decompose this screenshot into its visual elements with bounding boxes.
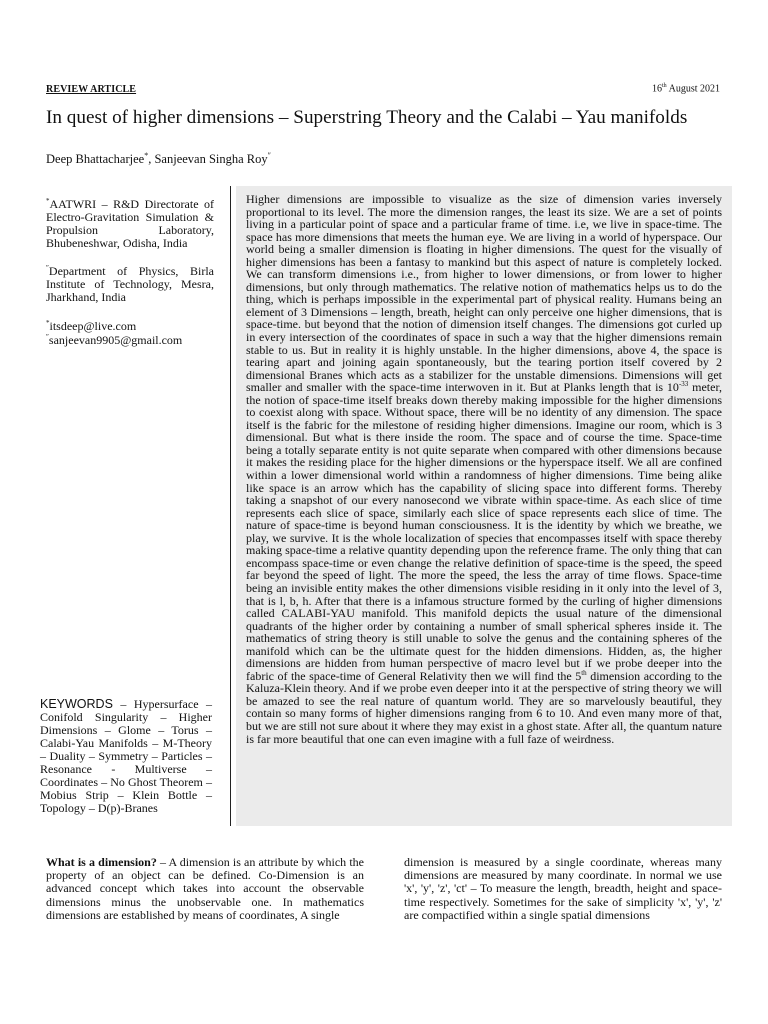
author-name: Sanjeevan Singha Roy: [154, 152, 268, 167]
author-name: Deep Bhattacharjee: [46, 152, 145, 167]
publication-date: [652, 83, 720, 94]
email-address: itsdeep@live.com: [49, 319, 137, 333]
paper-title: In quest of higher dimensions – Superstring Theory and the Calabi – Yau manifolds: [46, 107, 688, 128]
email-address: sanjeevan9905@gmail.com: [48, 333, 183, 347]
keywords-label: KEYWORDS: [40, 697, 113, 711]
date-rest: August 2021: [666, 83, 720, 95]
section-heading: What is a dimension?: [46, 855, 157, 869]
affiliation: [46, 262, 214, 304]
date-day: 16: [651, 83, 662, 95]
abstract: [246, 193, 722, 745]
affiliation-mark: *: [144, 151, 149, 160]
affiliation-mark: *: [46, 197, 50, 205]
body-text: – A dimension is an attribute by which the property of an object can be defined. Co-Dimension is an advanced concept which takes into account the observable dimensions minus the unobservable one. In mathematics dimensions are established by means of coordinates, A single: [46, 855, 365, 922]
ordinal-suffix: th: [581, 668, 587, 677]
body-column-left: [46, 856, 364, 922]
abstract-text-part: Higher dimensions are impossible to visualize as the size of dimension varies inversely proportional to its level. The more the dimension ranges, the least its size. We are a set of points living in a particular point of space and a particular frame of time. i.e, we live in space-time. The space has more dimensions that meets the human eye. We are living in a world of hyperspace. Our world being a smaller dimension is floating in higher dimensions. The quest for the visually of higher dimensions has been a fantasy to mankind but this aspect of nature is completely locked. We can transform dimensions i.e., from higher to lower dimensions, or from lower to higher dimensions, but only through mathematics. The relative notion of mathematics helps us to do the thing, which is perhaps impossible in the experimental part of physical reality. Humans being an element of 3 Dimensions – length, breath, height can only perceive one higher dimensions, that is space-time. but beyond that the notion of dimension itself changes. The dimensions got curled up in every intersection of the coordinates of space in such a way that the higher dimensions remain stable to us. But in reality it is highly unstable. In the higher dimensions, above 4, the space is tearing apart and joining again spontaneously, but the tearing portion itself covered by 2 dimensional Branes which acts as a stabilizer for the unstable dimensions. Dimensions will get smaller and smaller with the space-time interwoven in it. But at Planks length that is 10: [246, 192, 722, 395]
body-text: dimension is measured by a single coordinate, whereas many dimensions are measured by many coordinate. In normal we use 'x', 'y', 'z', 'ct' – To measure the length, breadth, height and space-time respectively. Sometimes for the sake of simplicity 'x', 'y', 'z' are compactified within a single spatial dimensions: [404, 855, 722, 922]
abstract-text-part: meter, the notion of space-time itself breaks down thereby making impossible for the higher dimensions to coexist along with space. Without space, there will be no identity of any dimension. The space itself is the fabric for the milestone of residing higher dimensions. Imagine our room, which is 3 dimensional. But what is there inside the room. The space and of course the time. Space-time being a totally separate entity is not quite separate when compared with other dimensions because it makes the residing place for the higher dimensions or the hyperspace itself. We all are confined within a lower dimensional world within a randomness of higher dimensions. Time being alike like space is an arrow which has the capability of slicing space into different forms. Thereby taking a snapshot of our every nanosecond we vibrate within space-time. As each slice of time represents each slice of space, similarly each slice of space represents each slice of time. The nature of space-time is beyond human consciousness. It is the identity by which we breathe, we play, we survive. It is the whole localization of species that encompasses itself with space thereby making space-time a relative quantity depending upon the reference frame. The only thing that can encompass space-time or even change the relative definition of space-time is the speed, the speed far beyond the speed of light. The more the speed, the less the array of time flows. Space-time being an invisible entity makes the other dimensions visible residing in it only into the level of 3, that is l, b, h. After that there is a infamous structure formed by the curling of higher dimensions called CALABI-YAU manifold. This manifold depicts the usual nature of the dimensional quadrants of the higher order by containing a number of small spherical spheres inside it. The mathematics of string theory is still unable to solve the genus and the containing spheres of the manifold which can be the ultimate quest for the hidden dimensions. Hidden, as, the higher dimensions are hidden from human perspective of macro level but if we probe deeper into the fabric of the space-time of General Relativity then we will find the 5: [246, 380, 722, 683]
affiliation-mark: ″: [46, 333, 49, 341]
abstract-text-part: dimension according to the Kaluza-Klein theory. And if we probe even deeper into it at the perspective of string theory we will be amazed to see the real nature of quantum world. They are so marvelously beautiful, they contain so many forms of higher dimensions ranging from 6 to 10. And even many more of that, but we are still not sure about it where they may exist in a ghost state. After all, the quantum nature is far more beautiful that one can even imagine with a full faze of weirdness.: [246, 668, 722, 746]
author-email: [46, 331, 182, 347]
body-column-right: [404, 856, 722, 922]
column-divider: [230, 186, 231, 826]
author-list: [46, 151, 271, 167]
article-type-label: REVIEW ARTICLE: [46, 84, 137, 95]
affiliation-text: AATWRI – R&D Directorate of Electro-Gravitation Simulation & Propulsion Laboratory, Bhubeneshwar, Odisha, India: [46, 197, 214, 250]
affiliation-text: Department of Physics, Birla Institute of Technology, Mesra, Jharkhand, India: [46, 264, 214, 304]
keywords-list: – Hypersurface – Conifold Singularity – Higher Dimensions – Glome – Torus – Calabi-Yau Manifolds – M-Theory – Duality – Symmetry – Particles – Resonance - Multiverse – Coordinates – No Ghost Theorem – Mobius Strip – Klein Bottle – Topology – D(p)-Branes: [40, 697, 212, 815]
affiliation-mark: ″: [46, 264, 49, 272]
exponent: -33: [678, 380, 689, 389]
affiliation-mark: ″: [267, 151, 271, 160]
date-suffix: th: [661, 83, 667, 89]
keywords: [40, 698, 212, 815]
author-separator: ,: [148, 152, 155, 167]
affiliation: [46, 195, 214, 250]
affiliation-mark: *: [46, 319, 50, 327]
